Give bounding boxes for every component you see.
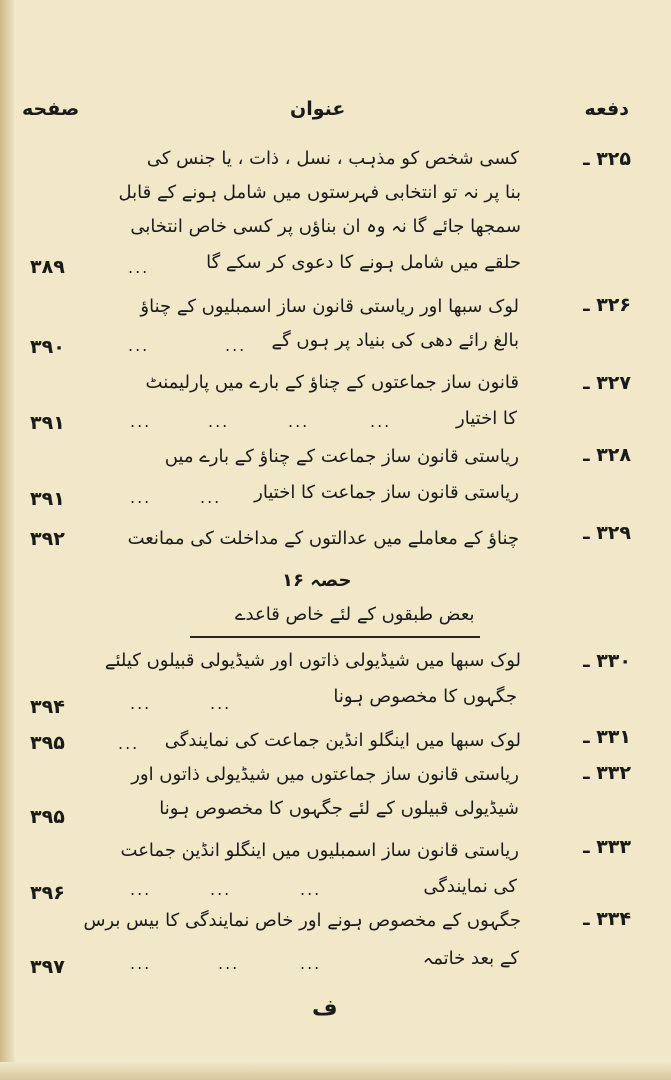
section-number: ۳۳۱ ـ [583, 726, 631, 748]
section-column-header: دفعه [584, 98, 629, 120]
entry-line: کے بعد خاتمہ [422, 948, 519, 969]
page-number: ۳۹۵ [30, 732, 65, 754]
leader-dots: ... [130, 488, 152, 507]
entry-line: لوک سبھا اور ریاستی قانون ساز اسمبلیوں کے چناؤ [140, 296, 519, 317]
page-number: ۳۹۴ [30, 696, 65, 718]
section-number: ۳۳۴ ـ [583, 908, 631, 930]
entry-line: سمجھا جائے گا نہ وہ ان بناؤں پر کسی خاص انتخابی [130, 216, 521, 237]
page-column-header: صفحه [22, 98, 80, 120]
entry-line: قانون ساز جماعتوں کے چناؤ کے بارے میں پارلیمنٹ [145, 372, 519, 393]
entry-line: کی نمایندگی [423, 876, 517, 897]
title-column-header: عنوان [290, 98, 346, 120]
leader-dots: ... [210, 880, 232, 899]
leader-dots: ... [200, 488, 222, 507]
leader-dots: ... [300, 954, 322, 973]
section-number: ۳۲۸ ـ [583, 444, 631, 466]
section-number: ۳۲۷ ـ [583, 372, 631, 394]
page-number: ۳۹۰ [30, 336, 65, 358]
entry-line: کسی شخص کو مذہب ، نسل ، ذات ، یا جنس کی [146, 148, 519, 169]
entry-line: جگہوں کا مخصوص ہونا [333, 686, 517, 707]
page-number: ۳۹۶ [30, 882, 65, 904]
page-number: ۳۹۱ [30, 412, 65, 434]
leader-dots: ... [130, 412, 152, 431]
entry-line: ریاستی قانون ساز جماعت کے چناؤ کے بارے میں [164, 446, 519, 467]
entry-line: لوک سبھا میں شیڈیولی ذاتوں اور شیڈیولی قبیلوں کیلئے [104, 650, 521, 671]
leader-dots: ... [130, 954, 152, 973]
leader-dots: ... [288, 412, 310, 431]
leader-dots: ... [128, 258, 150, 277]
page-footer-mark: ف [312, 996, 338, 1021]
page-number: ۳۹۲ [30, 528, 65, 550]
entry-line: کا اختیار [456, 408, 517, 429]
leader-dots: ... [118, 734, 140, 753]
part-title: حصہ ۱۶ [282, 570, 352, 591]
entry-line: شیڈیولی قبیلوں کے لئے جگہوں کا مخصوص ہونا [159, 798, 519, 819]
section-number: ۳۲۹ ـ [583, 522, 631, 544]
entry-line: لوک سبھا میں اینگلو انڈین جماعت کی نمایندگی [164, 730, 521, 751]
page-number: ۳۸۹ [30, 256, 65, 278]
page-number: ۳۹۷ [30, 956, 65, 978]
entry-line: جگہوں کے مخصوص ہونے اور خاص نمایندگی کا بیس برس [83, 910, 521, 931]
entry-line: ریاستی قانون ساز جماعت کا اختیار [254, 482, 519, 503]
entry-line: چناؤ کے معاملے میں عدالتوں کے مداخلت کی ممانعت [127, 528, 519, 549]
divider [190, 636, 480, 638]
entry-line: بالغ رائے دھی کی بنیاد پر ہوں گے [271, 330, 519, 351]
leader-dots: ... [370, 412, 392, 431]
leader-dots: ... [210, 694, 232, 713]
leader-dots: ... [130, 880, 152, 899]
part-subtitle: بعض طبقوں کے لئے خاص قاعدے [235, 604, 475, 625]
section-number: ۳۳۲ ـ [583, 762, 631, 784]
entry-line: بنا پر نہ تو انتخابی فہرستوں میں شامل ہونے کے قابل [118, 182, 521, 203]
leader-dots: ... [130, 694, 152, 713]
leader-dots: ... [128, 336, 150, 355]
entry-line: ریاستی قانون ساز جماعتوں میں شیڈیولی ذاتوں اور [131, 764, 519, 785]
entry-line: ریاستی قانون ساز اسمبلیوں میں اینگلو انڈین جماعت [120, 840, 519, 861]
page-binding-edge [0, 0, 14, 1080]
page-number: ۳۹۵ [30, 806, 65, 828]
leader-dots: ... [208, 412, 230, 431]
leader-dots: ... [300, 880, 322, 899]
leader-dots: ... [218, 954, 240, 973]
section-number: ۳۳۳ ـ [583, 836, 631, 858]
leader-dots: ... [225, 336, 247, 355]
page-number: ۳۹۱ [30, 488, 65, 510]
page-bottom-edge [0, 1062, 671, 1080]
section-number: ۳۲۶ ـ [583, 294, 631, 316]
section-number: ۳۳۰ ـ [583, 650, 631, 672]
section-number: ۳۲۵ ـ [583, 148, 631, 170]
entry-line: حلقے میں شامل ہونے کا دعوی کر سکے گا [206, 252, 521, 273]
